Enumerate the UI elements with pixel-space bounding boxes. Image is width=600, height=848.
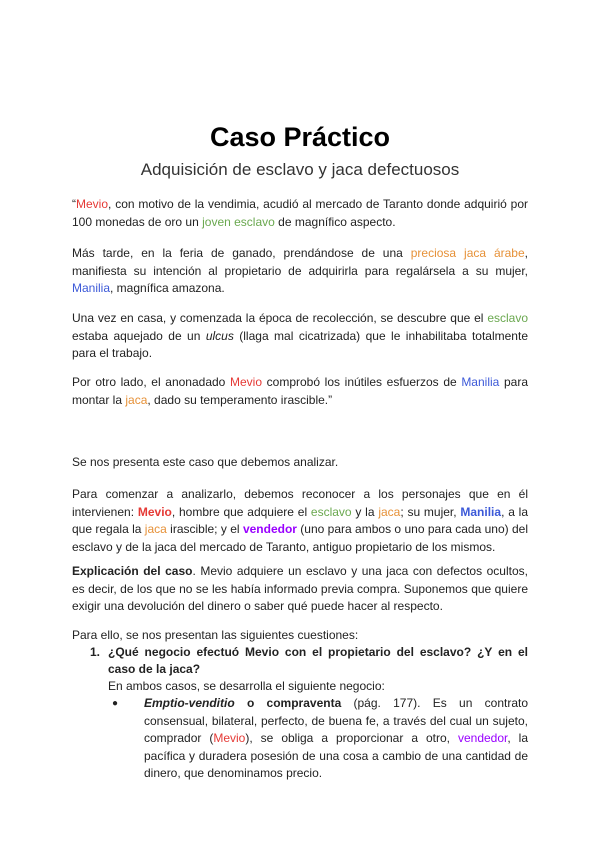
name-jaca: jaca (125, 392, 148, 407)
text-run: ), se obliga a proporcionar a otro, (245, 731, 458, 745)
text-run: , a la que regala la (72, 504, 529, 536)
name-jaca: preciosa jaca árabe (410, 246, 525, 260)
text-run: Una vez en casa, y comenzada la época de recolección, se descubre que el (72, 311, 488, 325)
bullet-item (112, 695, 529, 783)
quote-paragraph-2 (72, 245, 528, 298)
analysis-intro: Se nos presenta este caso que debemos analizar. (72, 455, 339, 469)
quote-paragraph-1 (72, 196, 528, 231)
text-run: Para comenzar a analizarlo, debemos reconocer a los personajes que en él intervienen: (72, 487, 528, 519)
text-run: o (234, 696, 267, 710)
term-ulcus: ulcus (205, 328, 234, 343)
page-title: Caso Práctico (209, 122, 391, 152)
text-run: Más tarde, en la feria de ganado, prendándose de una (72, 246, 411, 260)
text-run: Por otro lado, el anonadado (72, 375, 230, 389)
text-run: y la (351, 504, 379, 519)
name-jaca: jaca (144, 522, 167, 536)
quote-paragraph-4 (72, 374, 528, 409)
name-esclavo: esclavo (310, 504, 352, 519)
name-mevio: Mevio (137, 504, 172, 519)
name-manilia: Manilia (72, 281, 111, 295)
question-item (90, 644, 528, 678)
text-run: comprobó los inútiles esfuerzos de (262, 375, 462, 389)
term-emptio-venditio: Emptio-venditio (144, 696, 235, 710)
text-run: , la pacífica y duradera posesión de una cosa a cambio de una cantidad de dinero, que denominamos precio. (144, 731, 529, 780)
text-run: ; su mujer, (400, 504, 461, 519)
analysis-paragraph-explanation (72, 563, 528, 616)
bullet-dot-icon: ● (112, 698, 119, 709)
question-number: 1. (90, 645, 101, 659)
section-heading: Explicación del caso (72, 564, 193, 578)
name-vendedor: vendedor (242, 522, 297, 536)
name-mevio: Mevio (213, 731, 246, 745)
analysis-paragraph-characters (72, 486, 528, 556)
text-run: , con motivo de la vendimia, acudió al mercado de Taranto donde adquirió por 100 monedas de oro un (72, 197, 528, 229)
question-text: ¿Qué negocio efectuó Mevio con el propietario del esclavo? ¿Y en el caso de la jaca? (108, 645, 528, 676)
text-run: (llaga mal cicatrizada) que le inhabilitaba totalmente para el trabajo. (72, 328, 528, 360)
quote-open-mark: “ (72, 197, 76, 211)
name-manilia: Manilia (460, 504, 502, 519)
bullet-text (128, 695, 528, 783)
name-esclavo: joven esclavo (202, 214, 275, 229)
text-run: , dado su temperamento irascible.” (147, 392, 333, 407)
name-jaca: jaca (378, 504, 401, 519)
name-manilia: Manilia (461, 375, 500, 389)
name-vendedor: vendedor (457, 731, 508, 745)
name-mevio: Mevio (76, 197, 109, 211)
text-run: . Mevio adquiere un esclavo y una jaca con defectos ocultos, es decir, de los que no se les había informado previa compra. Suponemos que quiere exigir una devolución del dinero o saber qué puede hacer al respecto. (72, 564, 528, 613)
text-run: de magnífico aspecto. (274, 214, 396, 229)
analysis-paragraph-questions-intro: Para ello, se nos presentan las siguientes cuestiones: (72, 628, 359, 642)
page-subtitle: Adquisición de esclavo y jaca defectuosos (140, 160, 460, 179)
answer-intro: En ambos casos, se desarrolla el siguiente negocio: (108, 679, 385, 693)
text-run: (pág. 177). Es un contrato consensual, bilateral, perfecto, de buena fe, a través del cual un sujeto, comprador ( (144, 696, 528, 745)
term-compraventa: compraventa (266, 696, 342, 710)
text-run: para montar la (72, 375, 528, 407)
text-run: , manifiesta su intención al propietario de adquirirla para regalársela a su mujer, (72, 246, 528, 278)
quote-paragraph-3 (72, 310, 528, 363)
text-run: irascible; y el (166, 522, 243, 536)
name-mevio: Mevio (230, 375, 263, 389)
text-run: , magnífica amazona. (110, 281, 225, 295)
text-run: , hombre que adquiere el (171, 504, 311, 519)
name-esclavo: esclavo (487, 311, 528, 325)
text-run: estaba aquejado de un (72, 328, 206, 343)
text-run: (uno para ambos o uno para cada uno) del esclavo y de la jaca del mercado de Taranto, antiguo propietario de los mismos. (72, 522, 528, 554)
